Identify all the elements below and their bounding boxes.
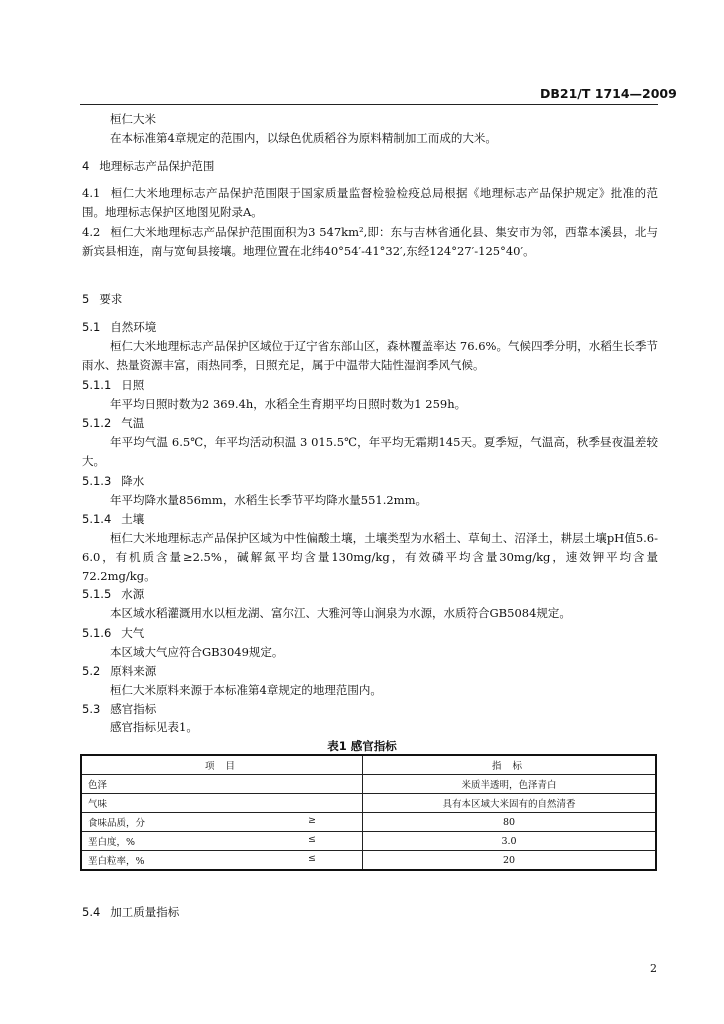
row-item xyxy=(81,813,363,832)
row-value: 20 xyxy=(363,851,657,871)
standard-number: DB21/T 1714—2009 xyxy=(540,86,677,101)
row-value: 3.0 xyxy=(363,832,657,851)
clause-5-1-6-heading xyxy=(82,624,658,643)
row-item-label: 垩白粒率，% xyxy=(88,856,145,867)
table-row xyxy=(81,794,656,813)
clause-5-3-heading xyxy=(82,700,658,719)
clause-5-2-heading xyxy=(82,662,658,681)
clause-5-1-2-heading xyxy=(82,414,658,433)
clause-5-1-2-text: 年平均气温 6.5℃，年平均活动积温 3 015.5℃，年平均无霜期145天。夏季短，气温高，秋季昼夜温差较大。 xyxy=(82,435,658,468)
clause-5-1-4-title: 土壤 xyxy=(121,512,145,526)
clause-5-2-title: 原料来源 xyxy=(110,664,157,678)
row-symbol: ≤ xyxy=(308,853,316,864)
header-rule xyxy=(80,104,658,105)
clause-5-1-4-heading xyxy=(82,510,658,529)
clause-5-1-2-title: 气温 xyxy=(121,416,145,430)
clause-5-4-heading xyxy=(82,903,658,922)
clause-5-3-text: 感官指标见表1。 xyxy=(110,720,198,734)
clause-5-1-6-title: 大气 xyxy=(121,626,145,640)
clause-5-1-3-text: 年平均降水量856mm，水稻生长季节平均降水量551.2mm。 xyxy=(110,493,427,507)
sensory-index-table xyxy=(80,754,657,871)
clause-5-1-title: 自然环境 xyxy=(110,320,157,334)
clause-5-1-5-heading xyxy=(82,585,658,604)
clause-5-1-3-number: 5.1.3 xyxy=(82,474,112,488)
row-symbol: ≥ xyxy=(308,815,316,826)
clause-5-4-number: 5.4 xyxy=(82,905,101,919)
clause-5-2-text: 桓仁大米原料来源于本标准第4章规定的地理范围内。 xyxy=(110,683,382,697)
clause-4-2 xyxy=(82,223,658,261)
clause-5-4-title: 加工质量指标 xyxy=(110,905,180,919)
section-5-title: 要求 xyxy=(99,292,123,306)
row-item-label: 垩白度，% xyxy=(88,837,136,848)
section-5-heading xyxy=(82,290,658,309)
row-item-label: 色泽 xyxy=(88,780,108,791)
clause-5-1-4-number: 5.1.4 xyxy=(82,512,112,526)
row-item xyxy=(81,775,363,794)
clause-5-1-1-text: 年平均日照时数为2 369.4h，水稻全生育期平均日照时数为1 259h。 xyxy=(110,397,467,411)
table-header-value: 指 标 xyxy=(363,755,657,775)
clause-5-1-1-heading xyxy=(82,376,658,395)
clause-4-1-text: 桓仁大米地理标志产品保护范围限于国家质量监督检验检疫总局根据《地理标志产品保护规定》批准的范围。地理标志保护区地图见附录A。 xyxy=(82,186,658,219)
clause-5-1-3-title: 降水 xyxy=(121,474,145,488)
row-item xyxy=(81,832,363,851)
section-4-title: 地理标志产品保护范围 xyxy=(99,159,215,173)
table-header-item: 项 目 xyxy=(81,755,363,775)
clause-4-2-number: 4.2 xyxy=(82,225,101,239)
table-header-row xyxy=(81,755,656,775)
table-row xyxy=(81,775,656,794)
clause-4-1 xyxy=(82,184,658,222)
section-4-number: 4 xyxy=(82,159,90,173)
table-row xyxy=(81,832,656,851)
clause-5-1-text: 桓仁大米地理标志产品保护区域位于辽宁省东部山区，森林覆盖率达 76.6%。气候四季分明，水稻生长季节雨水、热量资源丰富，雨热同季，日照充足，属于中温带大陆性湿润季风气候。 xyxy=(82,339,658,372)
clause-5-1-1-number: 5.1.1 xyxy=(82,378,112,392)
clause-5-1-5-number: 5.1.5 xyxy=(82,587,112,601)
clause-5-1-3-heading xyxy=(82,472,658,491)
row-item xyxy=(81,794,363,813)
section-4-heading xyxy=(82,157,658,176)
clause-5-1-6-text: 本区域大气应符合GB3049规定。 xyxy=(110,645,284,659)
clause-5-1-2-number: 5.1.2 xyxy=(82,416,112,430)
clause-5-3-number: 5.3 xyxy=(82,702,101,716)
table-row xyxy=(81,813,656,832)
clause-5-2-number: 5.2 xyxy=(82,664,101,678)
row-value: 具有本区域大米固有的自然清香 xyxy=(363,794,657,813)
row-item xyxy=(81,851,363,871)
row-value: 80 xyxy=(363,813,657,832)
page-number: 2 xyxy=(650,962,657,975)
row-value: 米质半透明，色泽青白 xyxy=(363,775,657,794)
table-1-caption: 表1 感官指标 xyxy=(327,739,397,753)
clause-4-2-text: 桓仁大米地理标志产品保护范围面积为3 547km²,即：东与吉林省通化县、集安市为邻，西靠本溪县，北与新宾县相连，南与宽甸县接壤。地理位置在北纬40°54′-41°32′,东经124°27′-125°40′。 xyxy=(82,225,658,258)
clause-5-1-number: 5.1 xyxy=(82,320,101,334)
section-5-number: 5 xyxy=(82,292,90,306)
clause-5-1-1-title: 日照 xyxy=(121,378,145,392)
clause-5-3-title: 感官指标 xyxy=(110,702,157,716)
row-symbol: ≤ xyxy=(308,834,316,845)
clause-5-1-heading xyxy=(82,318,658,337)
row-item-label: 气味 xyxy=(88,799,108,810)
term-name: 桓仁大米 xyxy=(110,112,156,126)
row-item-label: 食味品质，分 xyxy=(88,818,146,829)
clause-5-1-5-text: 本区域水稻灌溉用水以桓龙湖、富尔江、大雅河等山涧泉为水源，水质符合GB5084规定。 xyxy=(110,606,571,620)
term-definition: 在本标准第4章规定的范围内，以绿色优质稻谷为原料精制加工而成的大米。 xyxy=(110,131,497,145)
term-block xyxy=(82,110,658,148)
clause-5-1-5-title: 水源 xyxy=(121,587,145,601)
clause-5-1-6-number: 5.1.6 xyxy=(82,626,112,640)
clause-4-1-number: 4.1 xyxy=(82,186,101,200)
clause-5-1-4-text: 桓仁大米地理标志产品保护区域为中性偏酸土壤，土壤类型为水稻土、草甸土、沼泽土，耕层土壤pH值5.6-6.0，有机质含量≥2.5%，碱解氮平均含量130mg/kg，有效磷平均含量30mg/kg，速效钾平均含量72.2mg/kg。 xyxy=(82,531,658,583)
table-row xyxy=(81,851,656,871)
